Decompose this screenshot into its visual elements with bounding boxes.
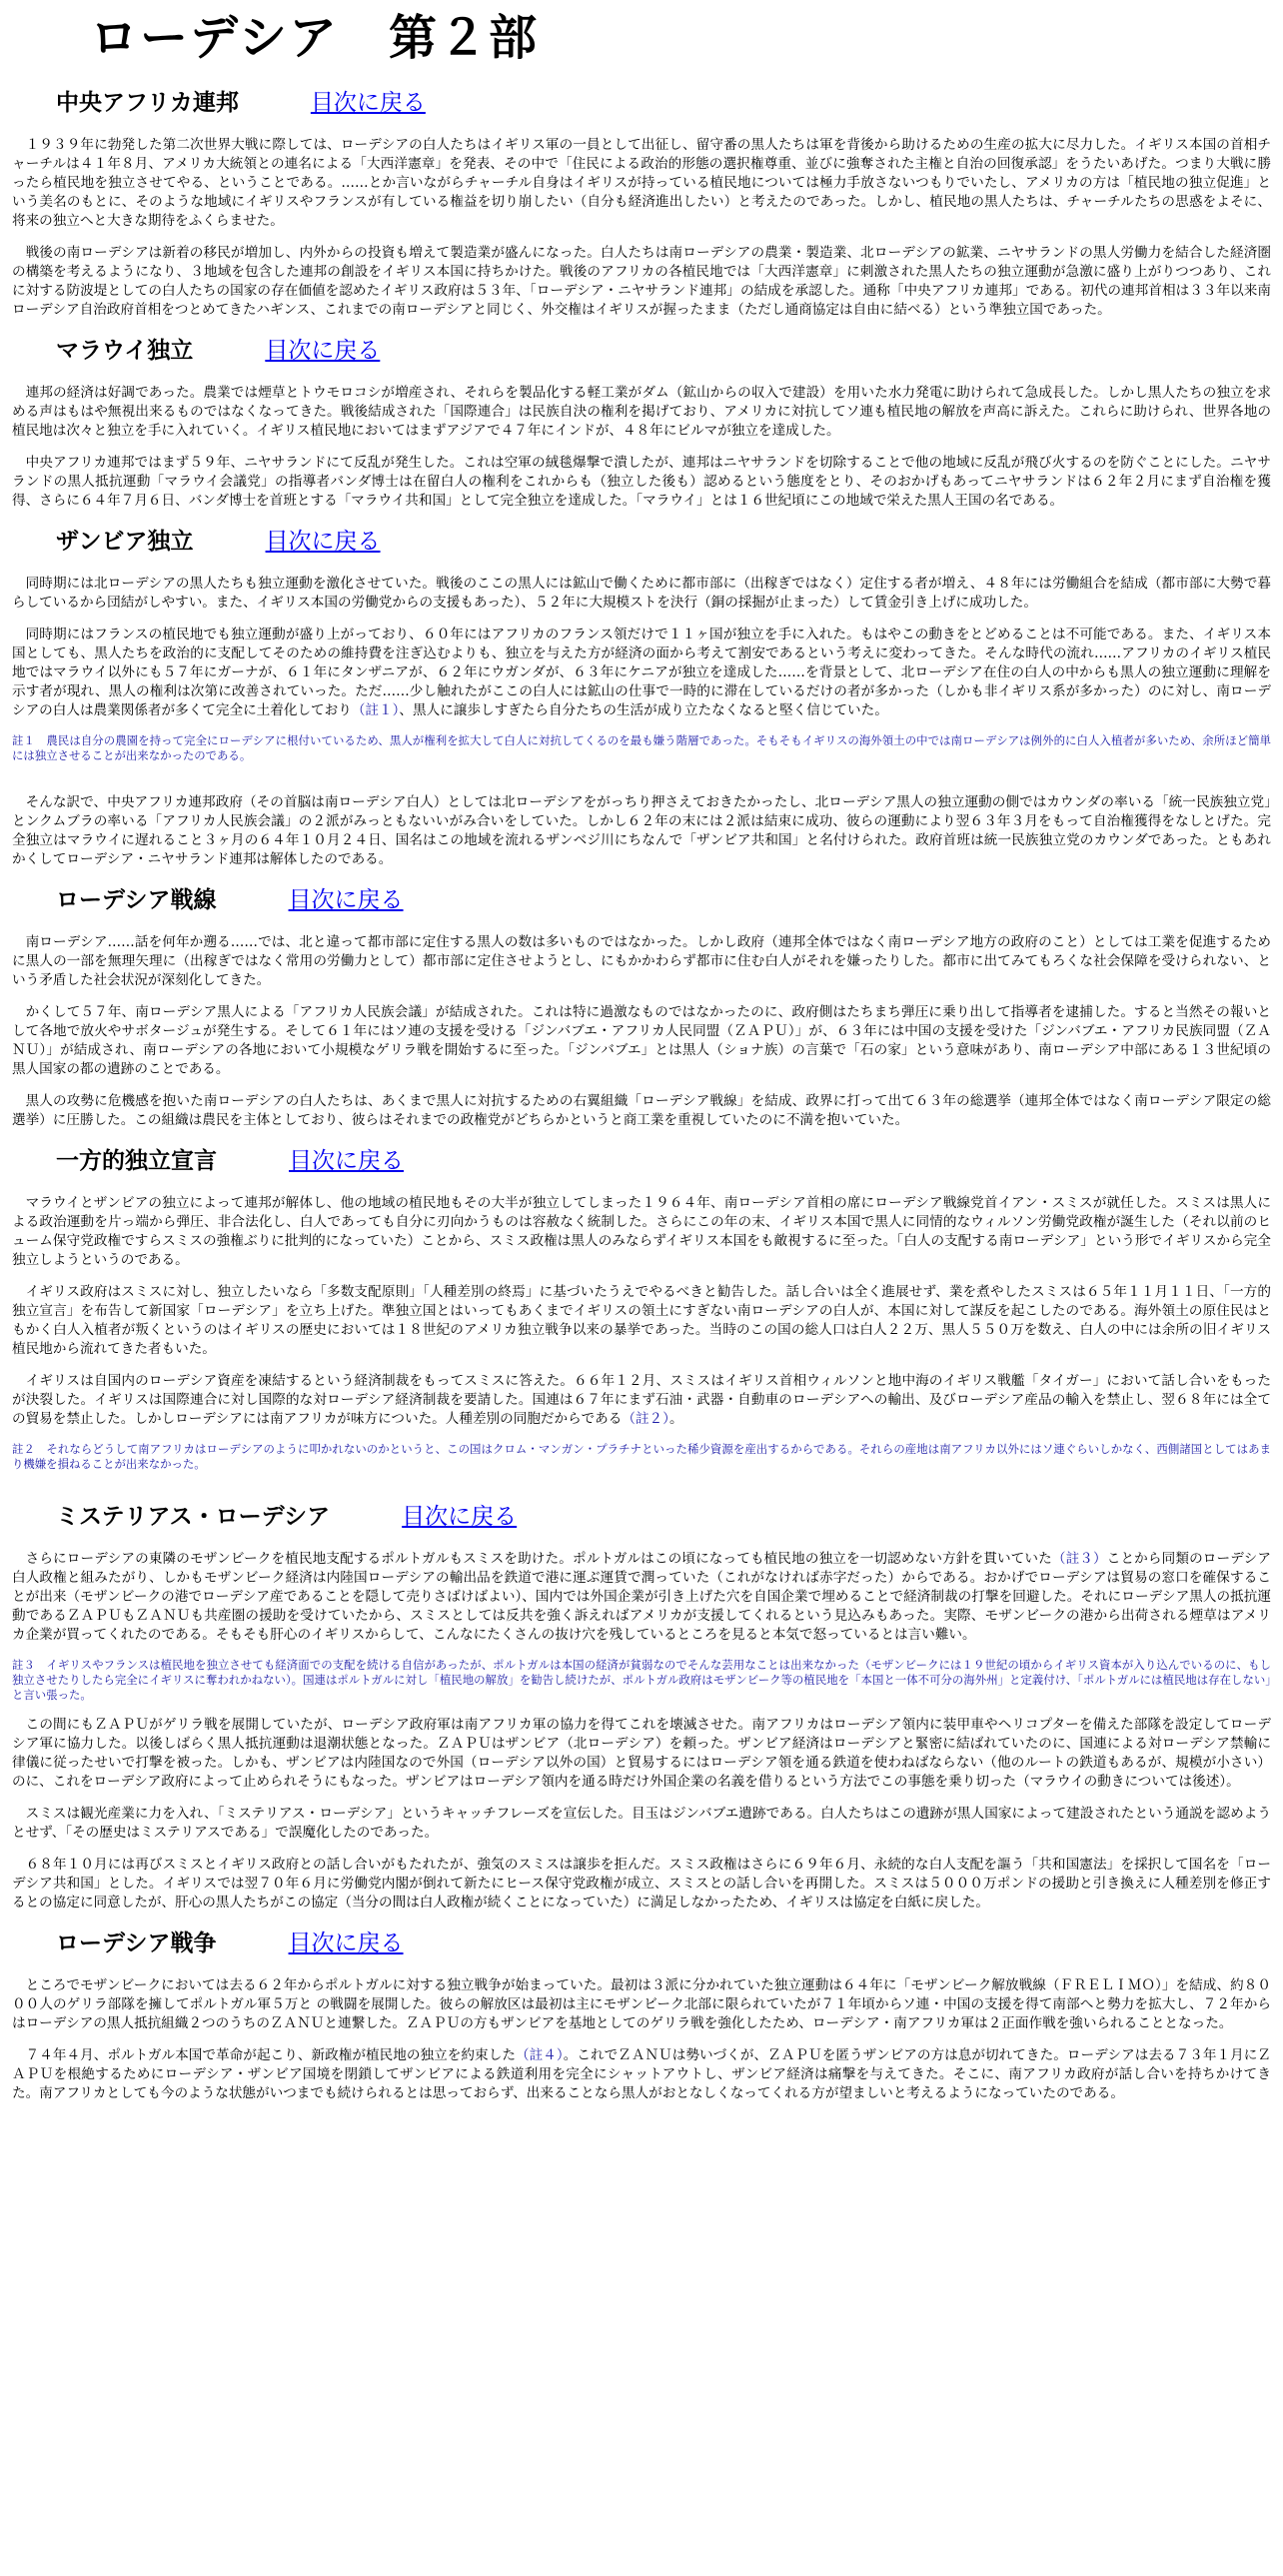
section-header-rhodesian-front [56, 883, 1271, 917]
paragraph: 同時期には北ローデシアの黒人たちも独立運動を激化させていた。戦後のここの黒人には鉱山で働くために都市部に（出稼ぎではなく）定住する者が増え、４８年には労働組合を結成（都市部に大勢で暮らしているから団結がしやすい。また、イギリス本国の労働党からの支援もあった）、５２年に大規模ストを決行（銅の採掘が止まった）して賃金引き上げに成功した。 [12, 576, 1271, 611]
paragraph [12, 1550, 1271, 1645]
paragraph: スミスは観光産業に力を入れ、「ミステリアス・ローデシア」というキャッチフレーズを宣伝した。目玉はジンバブエ遺跡である。白人たちはこの遺跡が黒人国家によって建設されたという通説を認めようとせず、「その歴史はミステリアスである」で誤魔化したのであった。 [12, 1806, 1271, 1841]
paragraph: 戦後の南ローデシアは新着の移民が増加し、内外からの投資も増えて製造業が盛んになった。白人たちは南ローデシアの農業・製造業、北ローデシアの鉱業、ニヤサランドの黒人労働力を結合した経済圏の構築を考えるようになり、３地域を包含した連邦の創設をイギリス本国に持ちかけた。戦後のアフリカの各植民地では「大西洋憲章」に刺激された黒人たちの独立運動が急激に盛り上がりつつあり、これに対する防波堤としての白人たちの国家の存在価値を認めたイギリス政府は５３年、「ローデシア・ニヤサランド連邦」の結成を承認した。通称「中央アフリカ連邦」である。初代の連邦首相は３３年以来南ローデシア自治政府首相をつとめてきたハギンス、これまでの南ローデシアと同じく、外交権はイギリスが握ったまま（ただし通商協定は自由に結べる）という準独立国であった。 [12, 245, 1271, 318]
paragraph: 連邦の経済は好調であった。農業では煙草とトウモロコシが増産され、それらを製品化する軽工業がダム（鉱山からの収入で建設）を用いた水力発電に助けられて急成長した。しかし黒人たちの独立を求める声はもはや無視出来るものではなくなってきた。戦後結成された「国際連合」は民族自決の権利を掲げており、アメリカに対抗してソ連も植民地の解放を声高に訴えた。これらに助けられ、世界各地の植民地は次々と独立を手に入れていく。イギリス植民地においてはまずアジアで４７年にインドが、４８年にビルマが独立を達成した。 [12, 385, 1271, 439]
section-header-zambia [56, 525, 1271, 559]
section-heading: マラウイ独立 [56, 338, 194, 364]
paragraph [12, 1372, 1271, 1429]
section-header-udi [56, 1144, 1271, 1178]
section-heading: ローデシア戦争 [56, 1931, 217, 1956]
footnote-ref-2[interactable]: （註２） [622, 1411, 669, 1427]
back-to-contents-link[interactable]: 目次に戻る [288, 887, 404, 913]
paragraph [12, 2046, 1271, 2103]
back-to-contents-link[interactable]: 目次に戻る [310, 90, 426, 116]
section-heading: ミステリアス・ローデシア [56, 1504, 331, 1530]
paragraph-text: イギリスは自国内のローデシア資産を凍結するという経済制裁をもってスミスに答えた。６６年１２月、スミスはイギリス首相ウィルソンと地中海のイギリス戦艦「タイガー」において話し合いをもったが決裂した。イギリスは国際連合に対し国際的な対ローデシア経済制裁を要請した。国連は６７年にまず石油・武器・自動車のローデシアへの輸出、及びローデシア産品の輸入を禁止し、翌６８年には全ての貿易を禁止した。しかしローデシアには南アフリカが味方についた。人種差別の同胞だからである [12, 1373, 1271, 1427]
paragraph: 南ローデシア……話を何年か遡る……では、北と違って都市部に定住する黒人の数は多いものではなかった。しかし政府（連邦全体ではなく南ローデシア地方の政府のこと）としては工業を促進するために黒人の一部を無理矢理に（出稼ぎではなく常用の労働力として）都市部に定住させようとし、にもかかわらず都市に住む白人がそれを嫌ったりした。都市に出てみてもろくな社会保障を受けられない、という矛盾した社会状況が深刻化してきた。 [12, 934, 1271, 988]
back-to-contents-link[interactable]: 目次に戻る [265, 529, 381, 555]
footnote-1: 註１ 農民は自分の農園を持って完全にローデシアに根付いているため、黒人が権利を拡大して白人に対抗してくるのを最も嫌う階層であった。そもそもイギリスの海外領土の中では南ローデシアは例外的に白人入植者が多いため、余所ほど簡単には独立させることが出来なかったのである。 [12, 733, 1271, 762]
section-header-malawi [56, 334, 1271, 368]
back-to-contents-link[interactable]: 目次に戻る [288, 1931, 404, 1956]
paragraph-tail: ことから同類のローデシア白人政権と組みたがり、しかもモザンビーク経済は内陸国ローデシアの輸出品を鉄道で港に運ぶ運賃で潤っていた（これがなければ赤字だった）からである。おかげでローデシアは貿易の窓口を確保することが出来（モザンビークの港でローデシア産であることを隠して売りさばけばよい）、国内では外国企業が引き上げた穴を自国企業で埋めることで経済制裁の打撃を回避した。それにローデシア黒人の抵抗運動であるＺＡＰＵもＺＡＮＵも共産圏の援助を受けていたから、スミスとしては反共を強く訴えればアメリカが支援してくれるという見込みもあった。実際、モザンビークの港から出荷される煙草はアメリカ企業が買ってくれたのである。そもそも肝心のイギリスからして、こんなにたくさんの抜け穴を残しているところを見ると本気で怒っているとは言い難い。 [12, 1551, 1271, 1643]
footnote-ref-1[interactable]: （註１） [351, 702, 400, 718]
paragraph: かくして５７年、南ローデシア黒人による「アフリカ人民族会議」が結成された。これは特に過激なものではなかったのに、政府側はたちまち弾圧に乗り出して指導者を逮捕した。すると当然その報いとして各地で放火やサボタージュが発生する。そして６１年にはソ連の支援を受ける「ジンバブエ・アフリカ人民同盟（ＺＡＰＵ）」が、６３年には中国の支援を受けた「ジンバブエ・アフリカ民族同盟（ＺＡＮＵ）」が結成され、南ローデシアの各地において小規模なゲリラ戦を開始するに至った。「ジンバブエ」とは黒人（ショナ族）の言葉で「石の家」という意味があり、南ローデシア中部にある１３世紀頃の黒人国家の都の遺跡のことである。 [12, 1004, 1271, 1077]
back-to-contents-link[interactable]: 目次に戻る [265, 338, 381, 364]
paragraph: ６８年１０月には再びスミスとイギリス政府との話し合いがもたれたが、強気のスミスは譲歩を拒んだ。スミス政権はさらに６９年６月、永続的な白人支配を謳う「共和国憲法」を採択して国名を「ローデシア共和国」とした。イギリスでは翌７０年６月に労働党内閣が倒れて新たにヒース保守党政権が成立、スミスとの話し合いを再開した。スミスは５０００万ポンドの援助と引き換えに人種差別を修正するとの協定に同意したが、肝心の黒人たちがこの協定（当分の間は白人政権が続くことになっていた）に満足しなかったため、イギリスは協定を白紙に戻した。 [12, 1857, 1271, 1911]
paragraph-text: ７４年４月、ポルトガル本国で革命が起こり、新政権が植民地の独立を約束した [25, 2047, 516, 2063]
footnote-ref-4[interactable]: （註４） [515, 2047, 564, 2063]
section-heading: ローデシア戦線 [56, 887, 217, 913]
section-header-rhodesian-war [56, 1927, 1271, 1960]
paragraph: ところでモザンビークにおいては去る６２年からポルトガルに対する独立戦争が始まっていた。最初は３派に分かれていた独立運動は６４年に「モザンビーク解放戦線（ＦＲＥＬＩＭＯ）」を結成、約８０００人のゲリラ部隊を擁してポルトガル軍５万と の戦闘を展開した。彼らの解放区は最初は主にモザンビーク北部に限られていたが７１年頃からソ連・中国の支援を得て南部へと勢力を拡大し、７２年からはローデシアの黒人抵抗組織２つのうちのＺＡＮＵと連繋した。ＺＡＰＵの方もザンビアを基地としてのゲリラ戦を強化したため、ローデシア・南アフリカ軍は２正面作戦を強いられることとなった。 [12, 1977, 1271, 2031]
section-header-mysterious-rhodesia [56, 1500, 1271, 1534]
back-to-contents-link[interactable]: 目次に戻る [289, 1148, 404, 1174]
section-heading: ザンビア独立 [56, 529, 194, 555]
footnote-ref-3[interactable]: （註３） [1051, 1551, 1107, 1567]
back-to-contents-link[interactable]: 目次に戻る [402, 1504, 518, 1530]
footnote-3: 註３ イギリスやフランスは植民地を独立させても経済面での支配を続ける自信があったが、ポルトガルは本国の経済が貧弱なのでそんな芸用なことは出来なかった（モザンビークには１９世紀の頃からイギリス資本が入り込んでいるのに、もし独立させたりしたら完全にイギリスに奪われかねない）。国連はポルトガルに対し「植民地の解放」を勧告し続けたが、ポルトガル政府はモザンビーク等の植民地を「本国と一体不可分の海外州」と定義付け、「ポルトガルには植民地は存在しない」と言い張った。 [12, 1658, 1271, 1702]
paragraph: マラウイとザンビアの独立によって連邦が解体し、他の地域の植民地もその大半が独立してしまった１９６４年、南ローデシア首相の席にローデシア戦線党首イアン・スミスが就任した。スミスは黒人による政治運動を片っ端から弾圧、非合法化し、白人であっても自分に刃向かうものは容赦なく統制した。さらにこの年の末、イギリス本国で黒人に同情的なウィルソン労働党政権が誕生した（それ以前のヒューム保守党政権ですらスミスの強権ぶりに批判的になっていた）ことから、スミス政権は黒人のみならずイギリス本国をも敵視するに至った。「白人の支配する南ローデシア」という形でイギリスから完全独立しようというのである。 [12, 1195, 1271, 1268]
page-title: ローデシア 第２部 [90, 10, 540, 66]
footnote-2: 註２ それならどうして南アフリカはローデシアのように叩かれないのかというと、この国はクロム・マンガン・プラチナといった稀少資源を産出するからである。それらの産地は南アフリカ以外にはソ連ぐらいしかなく、西側諸国としてはあまり機嫌を損ねることが出来なかった。 [12, 1442, 1271, 1471]
paragraph: 中央アフリカ連邦ではまず５９年、ニヤサランドにて反乱が発生した。これは空軍の絨毯爆撃で潰したが、連邦はニヤサランドを切除することで他の地域に反乱が飛び火するのを防ぐことにした。ニヤサランドの黒人抵抗運動「マラウイ会議党」の指導者バンダ博士は在留白人の権利をこれからも（独立した後も）認めるという態度をとり、そのおかげもあってニヤサランドは６２年２月にまず自治権を獲得、さらに６４年７月６日、バンダ博士を首班とする「マラウイ共和国」として完全独立を達成した。「マラウイ」とは１６世紀頃にこの地域で栄えた黒人王国の名である。 [12, 455, 1271, 509]
paragraph: この間にもＺＡＰＵがゲリラ戦を展開していたが、ローデシア政府軍は南アフリカ軍の協力を得てこれを壊滅させた。南アフリカはローデシア領内に装甲車やヘリコプターを備えた部隊を設定してローデシア軍に協力した。以後しばらく黒人抵抗運動は退潮状態となった。ＺＡＰＵはザンビア（北ローデシア）を頼った。ザンビア経済はローデシアと緊密に結ばれていたのに、国連による対ローデシア禁輸に律儀に従ったせいで打撃を被った。しかも、ザンビアは内陸国なので外国（ローデシア以外の国）と貿易するにはローデシア領を通る鉄道を使わねばならない（他のルートの鉄道もあるが、規模が小さい）のに、これをローデシア政府によって止められそうにもなった。ザンビアはローデシア領内を通る時だけ外国企業の名義を借りるという方法でこの事態を乗り切った（マラウイの動きについては後述）。 [12, 1717, 1271, 1790]
paragraph-text: 同時期にはフランスの植民地でも独立運動が盛り上がっており、６０年にはアフリカのフランス領だけで１１ヶ国が独立を手に入れた。もはやこの動きをとどめることは不可能である。また、イギリス本国としても、黒人たちを政治的に支配してそのための維持費を注ぎ込むよりも、独立を与えた方が経済の面から考えて割安であるという考えに変わってきた。そんな時代の流れ……アフリカのイギリス植民地ではマラウイ以外にも５７年にガーナが、６１年にタンザニアが、６２年にウガンダが、６３年にケニアが独立を達成した……を背景として、北ローデシア在住の白人の中からも黒人の独立運動に理解を示す者が現れ、黒人の権利は次第に改善されていった。ただ……少し触れたがここの白人には鉱山の仕事で一時的に滞在しているだけの者が多かった（しかも非イギリス系が多かった）のに対し、南ローデシアの白人は農業関係者が多くて完全に土着化しており [12, 627, 1271, 718]
paragraph-tail: 、黒人に譲歩しすぎたら自分たちの生活が成り立たなくなると堅く信じていた。 [399, 702, 888, 718]
paragraph: 黒人の攻勢に危機感を抱いた南ローデシアの白人たちは、あくまで黒人に対抗するための右翼組織「ローデシア戦線」を結成、政界に打って出て６３年の総選挙（連邦全体ではなく南ローデシア限定の総選挙）に圧勝した。この組織は農民を主体としており、彼らはそれまでの政権党がどちらかというと商工業を重視していたのに不満を抱いていた。 [12, 1093, 1271, 1128]
section-header-central-african-federation [56, 86, 1271, 120]
paragraph [12, 626, 1271, 720]
section-heading: 中央アフリカ連邦 [56, 90, 239, 116]
paragraph: そんな訳で、中央アフリカ連邦政府（その首脳は南ローデシア白人）としては北ローデシアをがっちり押さえておきたかったし、北ローデシア黒人の独立運動の側ではカウンダの率いる「統一民族独立党」とンクムブラの率いる「アフリカ人民族会議」の２派がみっともないいがみ合いをしていた。しかし６２年の末には２派は結束に成功、彼らの運動により翌６３年３月をもって自治権獲得をなしとげた。完全独立はマラウイに遅れること３ヶ月の６４年１０月２４日、国名はこの地域を流れるザンベジ川にちなんで「ザンビア共和国」と名付けられた。政府首班は統一民族独立党のカウンダであった。ともあれかくしてローデシア・ニヤサランド連邦は解体したのである。 [12, 794, 1271, 867]
paragraph-text: さらにローデシアの東隣のモザンビークを植民地支配するポルトガルもスミスを助けた。ポルトガルはこの頃になっても植民地の独立を一切認めない方針を貫いていた [25, 1551, 1052, 1567]
paragraph-tail: 。 [668, 1411, 683, 1427]
section-heading: 一方的独立宣言 [56, 1148, 217, 1174]
paragraph-tail: 。これでＺＡＮＵは勢いづくが、ＺＡＰＵを匿うザンビアの方は息が切れてきた。ローデシアは去る７３年１月にＺＡＰＵを根絶するためにローデシア・ザンビア国境を閉鎖してザンビアによる鉄道利用を完全にシャットアウトし、ザンビア経済は痛撃を与えてきた。そこに、南アフリカ政府が話し合いを持ちかけてきた。南アフリカとしても今のような状態がいつまでも続けられるとは思っておらず、出来ることなら黒人がおとなしくなってくれる方が望ましいと考えるようになっていたのである。 [12, 2047, 1272, 2101]
paragraph: １９３９年に勃発した第二次世界大戦に際しては、ローデシアの白人たちはイギリス軍の一員として出征し、留守番の黒人たちは軍を背後から助けるための生産の拡大に尽力した。イギリス本国の首相チャーチルは４１年８月、アメリカ大統領との連名による「大西洋憲章」を発表、その中で「住民による政治的形態の選択権尊重、並びに強奪された主権と自治の回復承認」をうたいあげた。つまり大戦に勝ったら植民地を独立させてやる、ということである。……とか言いながらチャーチル自身はイギリスが持っている植民地については極力手放さないつもりでいたし、アメリカの方は「植民地の独立促進」という美名のもとに、そのような地域にイギリスやフランスが有している権益を切り崩したい（自分も経済進出したい）と考えたのであった。しかし、植民地の黒人たちは、チャーチルたちの思惑をよそに、将来の独立へと大きな期待をふくらませた。 [12, 137, 1271, 229]
document-page [0, 10, 1283, 2103]
paragraph: イギリス政府はスミスに対し、独立したいなら「多数支配原則」「人種差別の終焉」に基づいたうえでやるべきと勧告した。話し合いは全く進展せず、業を煮やしたスミスは６５年１１月１１日、「一方的独立宣言」を布告して新国家「ローデシア」を立ち上げた。準独立国とはいってもあくまでイギリスの領土にすぎない南ローデシアの白人が、本国に対して謀反を起こしたのである。海外領土の原住民はともかく白人入植者が叛くというのはイギリスの歴史においては１８世紀のアメリカ独立戦争以来の暴挙であった。当時のこの国の総人口は白人２２万、黒人５５０万を数え、白人の中には余所の旧イギリス植民地から流れてきた者もいた。 [12, 1284, 1271, 1357]
